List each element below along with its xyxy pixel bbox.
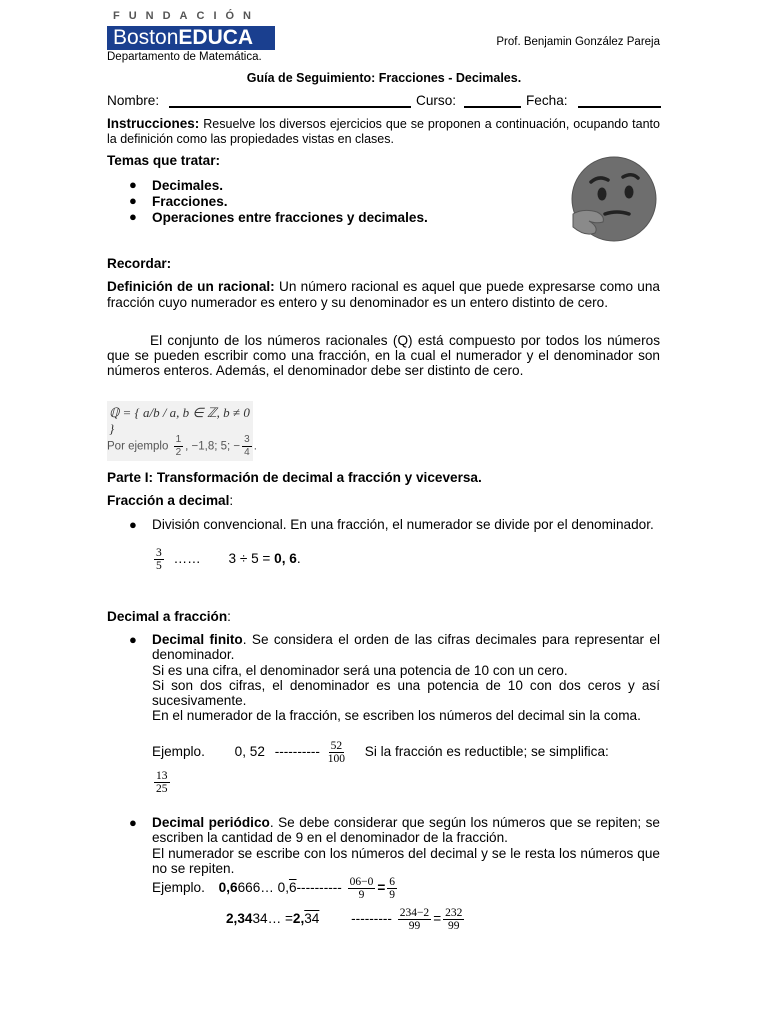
example-fraction-three-quarters: $\frac{3}{4}$: [244, 434, 250, 458]
definition-text: Un número racional es aquel que puede expresarse como una fracción cuyo numerador es entero y su denominador es un entero distinto de cero.: [107, 279, 660, 310]
fecha-field[interactable]: [578, 106, 661, 108]
nombre-label: Nombre:: [107, 93, 160, 108]
fraction-6-9: $\frac{6}{9}$: [389, 876, 396, 901]
logo-educa: EDUCA: [178, 26, 254, 49]
fraction-232-99: $\frac{232}{99}$: [445, 907, 463, 932]
tema-item: Operaciones entre fracciones y decimales.: [152, 210, 428, 225]
periodico-example-2: 2,3434… =2,34 --------- $\frac{234-2}{99}$ = $\frac{232}{99}$: [226, 907, 463, 932]
example-rest: , −1,8; 5; −: [185, 440, 241, 453]
example-3-5: $\frac{3}{5}$ …… 3 ÷ 5 = 0, 6.: [156, 547, 301, 572]
fraction-3-5: $\frac{3}{5}$: [156, 547, 162, 572]
frac-dec-label: Fracción a decimal: [107, 493, 230, 508]
instructions-label: Instrucciones:: [107, 116, 200, 131]
frac-dec-heading: Fracción a decimal:: [107, 493, 234, 508]
dec-frac-label: Decimal a fracción: [107, 609, 228, 624]
tema-item: Decimales.: [152, 178, 224, 193]
page-title: Guía de Seguimiento: Fracciones - Decimales.: [246, 71, 522, 85]
dec-frac-heading: Decimal a fracción:: [107, 609, 231, 624]
logo-boston: Boston: [113, 26, 179, 49]
logo: [107, 26, 275, 50]
fecha-label: Fecha:: [526, 93, 568, 108]
recordar-heading: Recordar:: [107, 256, 172, 271]
finito-example: Ejemplo. 0, 52 ---------- $\frac{52}{100}$ Si la fracción es reductible; se simplifica:: [152, 740, 609, 765]
decimal-finito-block: Decimal finito. Se considera el orden de las cifras decimales para representar el denominador. Si es una cifra, el denominador será una potencia de 10 con un cero. Si son dos cifras, el denominador es una potencia de 10 con dos ceros y así sucesivamente. En el numerador de la fracción, se escriben los números del decimal sin la coma.: [152, 632, 660, 724]
fraction-52-100: $\frac{52}{100}$: [327, 740, 345, 765]
rationals-example: Por ejemplo $\frac{1}{2}$ , −1,8; 5; − $\frac{3}{4}$ .: [107, 434, 257, 458]
instructions: [107, 117, 660, 146]
definition: [107, 279, 660, 310]
rationals-set: ℚ = { a/b / a, b ∈ ℤ, b ≠ 0 }: [109, 405, 250, 436]
curso-field[interactable]: [464, 106, 521, 108]
parte1-heading: Parte I: Transformación de decimal a fracción y viceversa.: [107, 470, 482, 485]
logo-foundation-text: FUNDACIÓN: [113, 10, 260, 22]
fraction-13-25-wrap: [152, 770, 172, 795]
frac-dec-bullet: División convencional. En una fracción, el numerador se divide por el denominador.: [152, 517, 654, 532]
example-fraction-half: $\frac{1}{2}$: [175, 434, 182, 458]
tema-item: Fracciones.: [152, 194, 228, 209]
fraction-13-25: $\frac{13}{25}$: [156, 770, 168, 795]
example-prefix: Por ejemplo: [107, 440, 169, 453]
rationals-paragraph: El conjunto de los números racionales (Q) está compuesto por todos los números que se pueden escribir como una fracción, en la cual el numerador y el denominador son números enteros. Además, el denominador debe ser distinto de cero.: [107, 333, 660, 379]
department: Departamento de Matemática.: [107, 51, 262, 63]
periodico-example-1: Ejemplo. 0,6666… 0,6---------- $\frac{06-0}{9}$ = $\frac{6}{9}$: [152, 876, 396, 901]
rationals-set-image: [107, 401, 257, 461]
instructions-text: Resuelve los diversos ejercicios que se proponen a continuación, ocupando tanto la definición como las propiedades vistas en clases.: [107, 117, 660, 146]
form-line: [107, 93, 662, 111]
curso-label: Curso:: [416, 93, 457, 108]
definition-label: Definición de un racional:: [107, 279, 275, 294]
temas-heading: Temas que tratar:: [107, 153, 221, 168]
decimal-periodico-block: Decimal periódico. Se debe considerar que según los números que se repiten; se escriben la cantidad de 9 en el denominador de la fracción. El numerador se escribe con los números del decimal y se le resta los números que no se repiten.: [152, 815, 660, 876]
professor: Prof. Benjamin González Pareja: [496, 36, 660, 48]
fraction-06-0-9: $\frac{06-0}{9}$: [349, 876, 374, 901]
nombre-field[interactable]: [169, 106, 411, 108]
fraction-234-2-99: $\frac{234-2}{99}$: [399, 907, 430, 932]
thinking-face-icon: [567, 156, 659, 248]
